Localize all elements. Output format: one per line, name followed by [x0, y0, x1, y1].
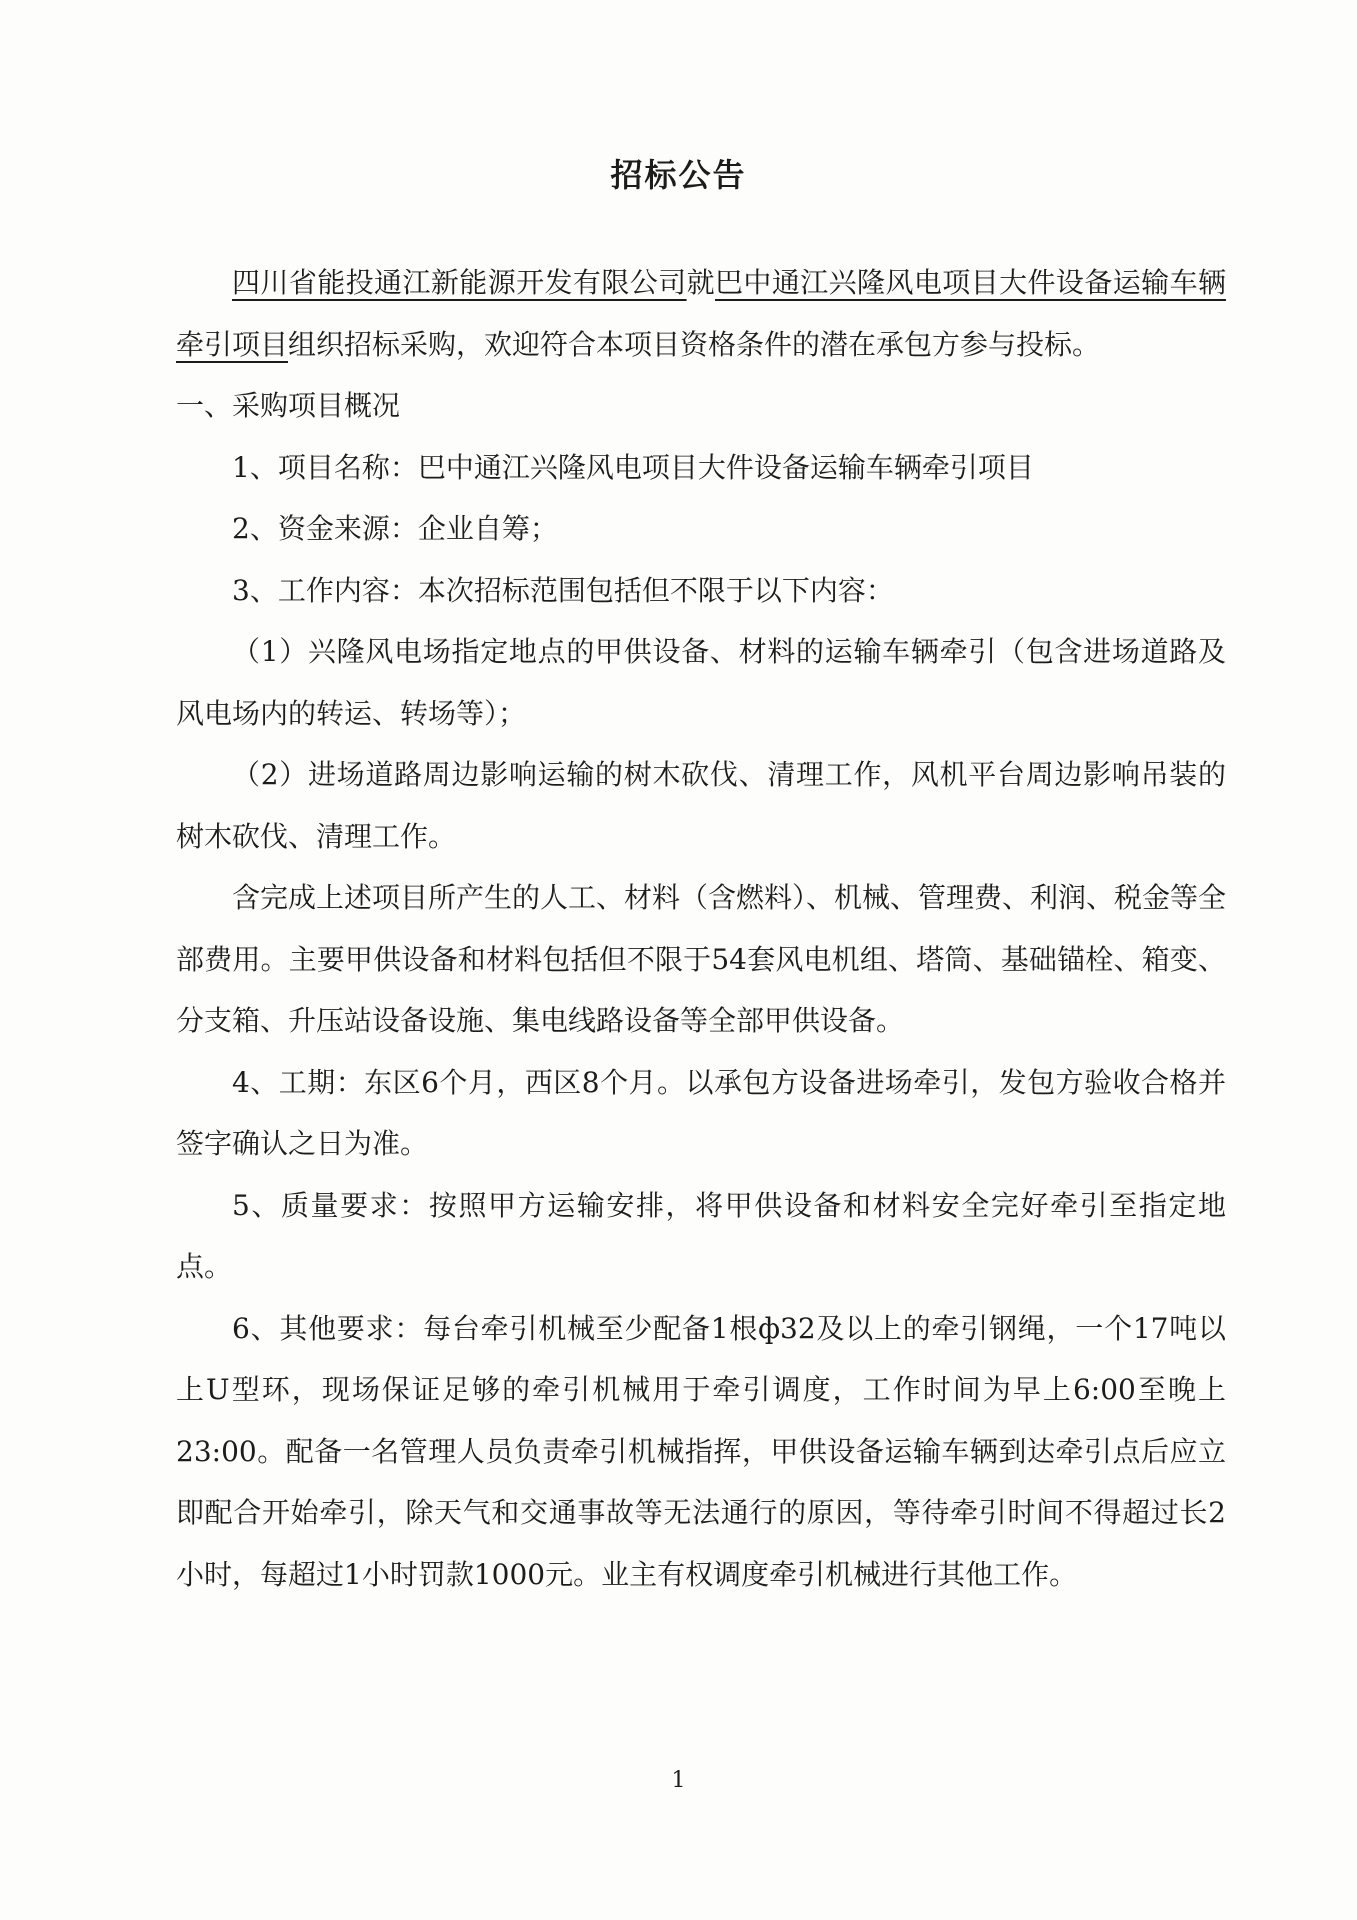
- document-title: 招标公告: [610, 156, 747, 194]
- intro-connector: 就: [686, 266, 715, 299]
- item-work-content-sub1: （1）兴隆风电场指定地点的甲供设备、材料的运输车辆牵引（包含进场道路及风电场内的转运、转场等）；: [176, 635, 1226, 730]
- item-project-name: 1、项目名称：巴中通江兴隆风电项目大件设备运输车辆牵引项目: [232, 450, 1034, 484]
- item-other-requirements: 6、其他要求：每台牵引机械至少配备1根ф32及以上的牵引钢绳，一个17吨以上U型环，现场保证足够的牵引机械用于牵引调度，工作时间为早上6:00至晚上23:00。配备一名管理人员负责牵引机械指挥，甲供设备运输车辆到达牵引点后应立即配合开始牵引，除天气和交通事故等无法通行的原因，等待牵引时间不得超过长2小时，每超过1小时罚款1000元。业主有权调度牵引机械进行其他工作。: [176, 1311, 1226, 1591]
- item-work-scope: 含完成上述项目所产生的人工、材料（含燃料）、机械、管理费、利润、税金等全部费用。主要甲供设备和材料包括但不限于54套风电机组、塔筒、基础锚栓、箱变、分支箱、升压站设备设施、集电线路设备等全部甲供设备。: [176, 881, 1227, 1037]
- item-duration: 4、工期：东区6个月，西区8个月。以承包方设备进场牵引，发包方验收合格并签字确认之日为准。: [176, 1065, 1226, 1160]
- section-heading-overview: 一、采购项目概况: [176, 389, 401, 422]
- item-funding-source: 2、资金来源：企业自筹；: [232, 512, 558, 545]
- item-work-content-sub2: （2）进场道路周边影响运输的树木砍伐、清理工作，风机平台周边影响吊装的树木砍伐、清理工作。: [176, 758, 1226, 853]
- document-body: [176, 252, 1226, 1605]
- intro-rest: 组织招标采购，欢迎符合本项目资格条件的潜在承包方参与投标。: [288, 327, 1101, 361]
- project-name: 巴中通江兴隆风电项目大件设备运输车辆牵引项目: [176, 266, 1226, 361]
- item-quality: 5、质量要求：按照甲方运输安排，将甲供设备和材料安全完好牵引至指定地点。: [176, 1188, 1226, 1283]
- tenderer-name: 四川省能投通江新能源开发有限公司: [232, 266, 687, 299]
- page-number: 1: [671, 1768, 686, 1793]
- intro-paragraph: [176, 252, 1226, 375]
- item-work-content: 3、工作内容：本次招标范围包括但不限于以下内容：: [232, 573, 894, 607]
